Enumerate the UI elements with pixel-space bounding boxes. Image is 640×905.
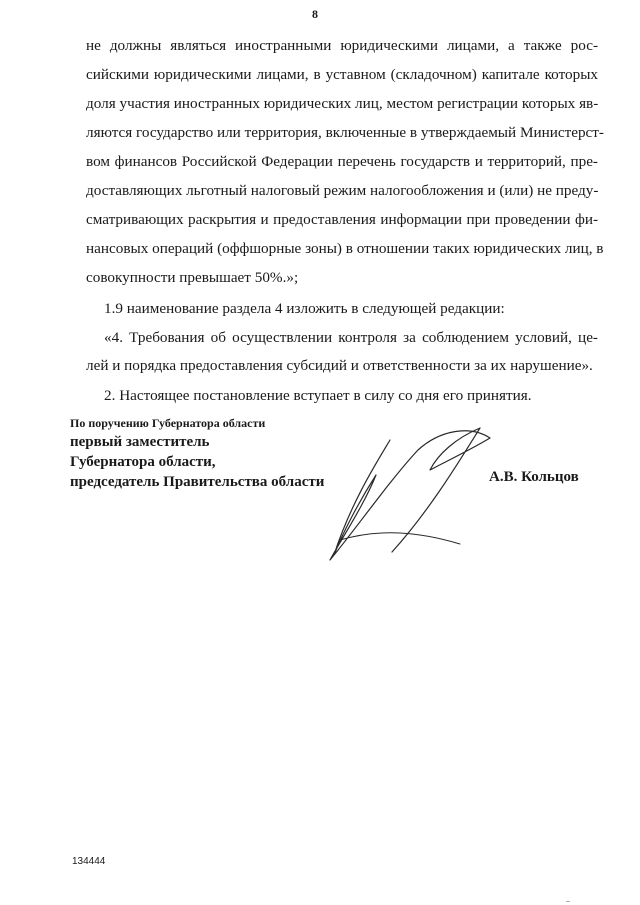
- by-order-line: По поручению Губернатора области: [70, 416, 266, 430]
- signer-name: А.В. Кольцов: [489, 469, 579, 485]
- text-line: не должны являться иностранными юридическими лицами, а также рос-: [86, 37, 598, 54]
- item-1-9: 1.9 наименование раздела 4 изложить в следующей редакции:: [104, 300, 505, 317]
- text-line: «4. Требования об осуществлении контроля за соблюдением условий, це-: [104, 329, 598, 346]
- text-line: нансовых операций (оффшорные зоны) в отношении таких юридических лиц, в: [86, 240, 604, 257]
- text-line: сийскими юридическими лицами, в уставном (складочном) капитале которых: [86, 66, 598, 83]
- text-line: совокупности превышает 50%.»;: [86, 269, 299, 286]
- text-line: доля участия иностранных юридических лиц, местом регистрации которых яв-: [86, 95, 599, 112]
- position-line-1: первый заместитель: [70, 434, 210, 450]
- text-line: ляются государство или территория, включенные в утверждаемый Министерст-: [86, 124, 604, 141]
- text-line: доставляющих льготный налоговый режим налогообложения и (или) не преду-: [86, 182, 599, 199]
- item-2: 2. Настоящее постановление вступает в силу со дня его принятия.: [104, 387, 532, 404]
- handwritten-signature: [320, 420, 500, 570]
- text-line: сматривающих раскрытия и предоставления информации при проведении фи-: [86, 211, 598, 228]
- document-code: 134444: [72, 856, 106, 867]
- page-number: 8: [312, 7, 318, 21]
- position-line-2: Губернатора области,: [70, 454, 216, 470]
- text-line: вом финансов Российской Федерации перечень государств и территорий, пре-: [86, 153, 598, 170]
- position-line-3: председатель Правительства области: [70, 474, 325, 490]
- corner-mark: ..: [566, 895, 570, 904]
- text-line: лей и порядка предоставления субсидий и ответственности за их нарушение».: [86, 357, 593, 374]
- signature-block: [70, 414, 324, 492]
